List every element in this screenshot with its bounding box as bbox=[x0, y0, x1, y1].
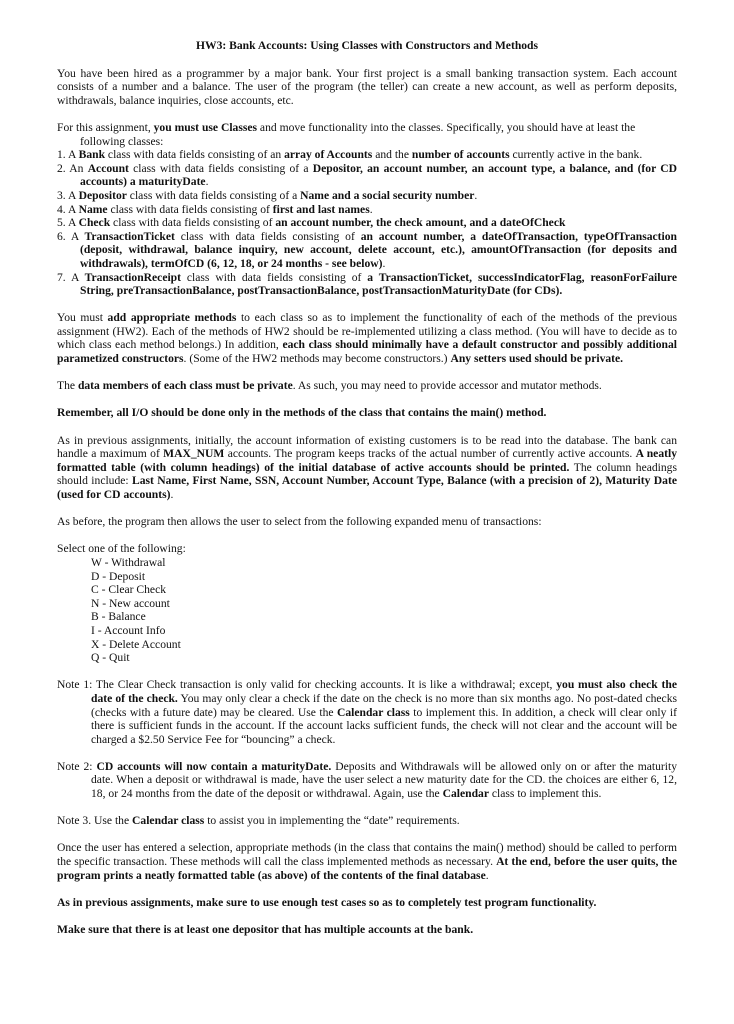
document-title: HW3: Bank Accounts: Using Classes with Constructors and Methods bbox=[195, 39, 539, 52]
bold-text: Bank bbox=[78, 148, 106, 162]
menu-item-account-info: I - Account Info bbox=[91, 623, 166, 637]
menu-item-deposit: D - Deposit bbox=[91, 569, 146, 583]
text: 1. A bbox=[57, 148, 79, 162]
classes-section bbox=[57, 121, 677, 298]
text: Note 2: bbox=[57, 759, 97, 773]
text: . bbox=[485, 868, 489, 882]
classes-intro bbox=[57, 121, 677, 148]
text: 6. A bbox=[57, 229, 85, 243]
text: class with data fields consisting of a bbox=[126, 188, 301, 202]
class-list-item bbox=[57, 162, 677, 189]
text: class with data fields consisting of bbox=[107, 202, 273, 216]
text: to implement this. In addition, a check will clear only if there is sufficient funds in the account. If the account lacks sufficient funds, the check will not clear and the account will be charged a $2.50 Service Fee for “bouncing” a check. bbox=[91, 705, 677, 746]
database-paragraph bbox=[57, 434, 677, 502]
text: . bbox=[369, 202, 373, 216]
menu-item-withdrawal: W - Withdrawal bbox=[91, 555, 166, 569]
bold-text: an account number, the check amount, and a dateOfCheck bbox=[275, 216, 566, 230]
text: . As such, you may need to provide accessor and mutator methods. bbox=[292, 379, 602, 393]
text: You have been hired as a programmer by a major bank. Your first project is a small banking transaction system. Each account consists of a number and a balance. The user of the program (the teller) can create a new account, as well as perform deposits, withdrawals, balance inquiries, close accounts, etc. bbox=[57, 66, 677, 107]
io-paragraph bbox=[57, 406, 677, 420]
bold-text: add appropriate methods bbox=[107, 311, 237, 325]
class-list-item bbox=[57, 203, 677, 217]
methods-paragraph bbox=[57, 311, 677, 365]
text: currently active in the bank. bbox=[509, 148, 643, 162]
text: Once the user has entered a selection, appropriate methods (in the class that contains the main() method) should be called to perform the specific transaction. These methods will call the class implemented methods as necessary. bbox=[57, 841, 677, 869]
bold-text: Calendar class bbox=[132, 814, 205, 828]
text: class with data fields consisting of bbox=[181, 270, 368, 284]
text: class to implement this. bbox=[488, 787, 602, 801]
text: class with data fields consisting of an bbox=[105, 148, 285, 162]
bold-text: first and last names bbox=[272, 202, 370, 216]
multiple-accounts-paragraph bbox=[57, 923, 677, 937]
text: Deposits and Withdrawals will be allowed only on or after the maturity date. When a deposit or withdrawal is made, have the user select a new maturity date for the CD. the choices are either 6, 12, 18, or 24 months from the date of the deposit or withdrawal. Again, use the bbox=[91, 759, 677, 801]
bold-text: you must also check the date of the check. bbox=[91, 678, 677, 705]
bold-text: Remember, all I/O should be done only in the methods of the class that contains the main() method. bbox=[57, 406, 547, 420]
text: to each class so as to implement the functionality of each of the methods of the previous assignment (HW2). Each of the methods of HW2 should be re-implemented utilizing a class method. (You will have to decide as to which class each method belongs.) In addition, bbox=[57, 311, 677, 352]
bold-text: Check bbox=[78, 216, 111, 230]
bold-text: TransactionReceipt bbox=[84, 270, 181, 284]
text: 2. An bbox=[57, 161, 88, 175]
class-list-item bbox=[57, 216, 677, 230]
text: You may only clear a check if the date on the check is no more than six months ago. No post-dated checks (checks with a future date) may be cleared. Use the bbox=[91, 691, 677, 719]
text: As before, the program then allows the user to select from the following expanded menu of transactions: bbox=[57, 515, 542, 529]
menu-item-delete-account: X - Delete Account bbox=[91, 637, 181, 651]
class-list-item bbox=[57, 189, 677, 203]
bold-text: number of accounts bbox=[411, 148, 510, 162]
bold-text: Calendar bbox=[442, 787, 489, 801]
text: to assist you in implementing the “date” requirements. bbox=[204, 814, 460, 828]
bold-text: CD accounts will now contain a maturityDate. bbox=[96, 759, 332, 773]
text: class with data fields consisting of a bbox=[128, 161, 313, 175]
class-list-item bbox=[57, 230, 677, 271]
note-paragraph bbox=[57, 678, 677, 746]
text: 7. A bbox=[57, 270, 85, 284]
note-paragraph bbox=[57, 814, 677, 828]
text: 4. A bbox=[57, 202, 79, 216]
text: The column headings should include: bbox=[57, 460, 677, 488]
bold-text: array of Accounts bbox=[284, 148, 373, 162]
selection-paragraph bbox=[57, 841, 677, 882]
text: Note 1: The Clear Check transaction is only valid for checking accounts. It is like a withdrawal; except, bbox=[57, 678, 557, 692]
bold-text: each class should minimally have a default constructor and possibly additional parametized constructors bbox=[57, 338, 677, 366]
bold-text: Depositor, an account number, an account type, a balance, and (for CD accounts) a maturityDate bbox=[80, 161, 677, 189]
bold-text: Name bbox=[78, 202, 108, 216]
menu-item-clear-check: C - Clear Check bbox=[91, 583, 167, 597]
text: and the bbox=[372, 148, 412, 162]
intro-paragraph bbox=[57, 67, 677, 108]
bold-text: you must use Classes bbox=[153, 120, 258, 134]
note-paragraph bbox=[57, 760, 677, 801]
text: Note 3. Use the bbox=[57, 814, 133, 828]
transaction-menu bbox=[57, 542, 677, 664]
private-members-paragraph bbox=[57, 379, 677, 393]
test-cases-paragraph bbox=[57, 896, 677, 910]
menu-item-balance: B - Balance bbox=[91, 610, 146, 624]
text: class with data fields consisting of bbox=[174, 229, 361, 243]
bold-text: A neatly formatted table (with column headings) of the initial database of active accounts should be printed. bbox=[57, 447, 677, 474]
bold-text: MAX_NUM bbox=[163, 447, 225, 461]
bold-text: data members of each class must be private bbox=[77, 379, 293, 393]
menu-intro-paragraph bbox=[57, 515, 677, 529]
bold-text: Depositor bbox=[78, 188, 127, 202]
menu-item-new-account: N - New account bbox=[91, 596, 170, 610]
text: . (Some of the HW2 methods may become constructors.) bbox=[183, 352, 451, 366]
assignment-document bbox=[57, 39, 677, 950]
bold-text: Account bbox=[87, 161, 129, 175]
class-list-item bbox=[57, 271, 677, 298]
text: 3. A bbox=[57, 188, 79, 202]
text: You must bbox=[57, 311, 108, 325]
text: As in previous assignments, initially, the account information of existing customers is to be read into the database. The bank can handle a maximum of bbox=[57, 433, 677, 461]
text: . bbox=[382, 256, 386, 270]
class-list-item bbox=[57, 148, 677, 162]
bold-text: Name and a social security number bbox=[300, 188, 475, 202]
notes bbox=[57, 678, 677, 828]
menu-heading: Select one of the following: bbox=[57, 542, 186, 556]
bold-text: Any setters used should be private. bbox=[450, 352, 624, 366]
text: 5. A bbox=[57, 216, 79, 230]
text: class with data fields consisting of bbox=[110, 216, 276, 230]
bold-text: As in previous assignments, make sure to use enough test cases so as to completely test program functionality. bbox=[57, 895, 597, 909]
bold-text: an account number, a dateOfTransaction, typeOfTransaction (deposit, withdrawal, balance inquiry, new account, delete account, etc.), amountOfTransaction (for deposits and withdrawals), termOfCD (6, 12, 18, or 24 months - see below) bbox=[80, 229, 677, 270]
text: . bbox=[170, 488, 174, 501]
class-list bbox=[57, 148, 677, 298]
text: The bbox=[57, 379, 78, 393]
text: . bbox=[205, 175, 209, 189]
bold-text: Last Name, First Name, SSN, Account Number, Account Type, Balance (with a precision of 2), Maturity Date (used for CD accounts) bbox=[57, 474, 677, 501]
text: and move functionality into the classes. Specifically, you should have at least the following classes: bbox=[80, 120, 636, 148]
bold-text: a TransactionTicket, successIndicatorFlag, reasonForFailure String, preTransactionBalance, postTransactionBalance, postTransactionMaturityDate (for CDs). bbox=[80, 270, 677, 298]
bold-text: TransactionTicket bbox=[84, 229, 175, 243]
text: accounts. The program keeps tracks of the actual number of currently active accounts. bbox=[224, 447, 636, 461]
text: For this assignment, bbox=[57, 120, 154, 134]
bold-text: Make sure that there is at least one depositor that has multiple accounts at the bank. bbox=[57, 923, 474, 936]
text: . bbox=[474, 188, 478, 202]
menu-item-quit: Q - Quit bbox=[91, 651, 130, 665]
bold-text: At the end, before the user quits, the program prints a neatly formatted table (as above) of the contents of the final database bbox=[57, 855, 677, 882]
bold-text: Calendar class bbox=[336, 705, 410, 719]
